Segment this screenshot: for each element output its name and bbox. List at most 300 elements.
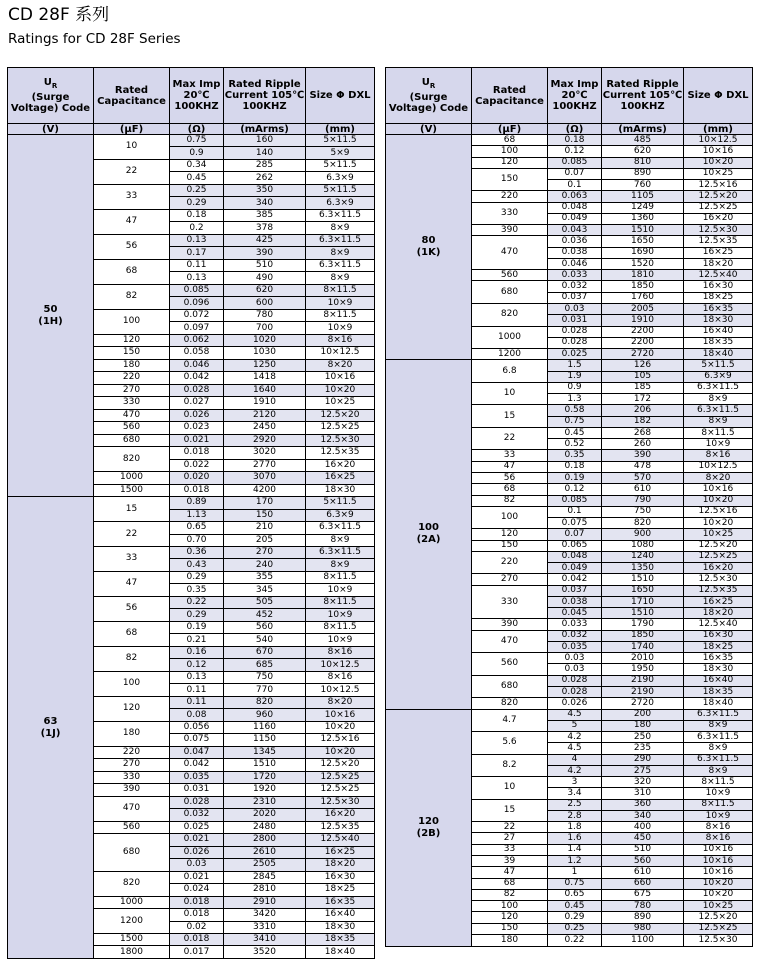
ripple-current-cell: 1640	[224, 384, 306, 396]
ripple-current-cell: 1850	[602, 630, 684, 641]
ripple-current-cell: 1720	[224, 771, 306, 783]
unit-ma: (mArms)	[602, 124, 684, 135]
ripple-current-cell: 1710	[602, 596, 684, 607]
size-cell: 10×16	[684, 484, 753, 495]
voltage-code: (1H)	[38, 315, 63, 327]
capacitance-header: Rated Capacitance	[472, 68, 548, 124]
ripple-current-cell: 1740	[602, 641, 684, 652]
size-cell: 18×20	[684, 608, 753, 619]
capacitance-cell: 680	[472, 675, 548, 698]
ripple-current-cell: 340	[602, 810, 684, 821]
ripple-current-cell: 478	[602, 461, 684, 472]
size-cell: 8×11.5	[684, 777, 753, 788]
ripple-current-cell: 2120	[224, 409, 306, 421]
impedance-cell: 0.70	[170, 534, 224, 546]
capacitance-cell: 390	[472, 619, 548, 630]
ripple-current-cell: 390	[224, 247, 306, 259]
size-cell: 10×16	[306, 372, 375, 384]
voltage-code: (2B)	[416, 827, 441, 839]
ratings-table-right-body	[386, 68, 753, 947]
ripple-current-cell: 268	[602, 427, 684, 438]
table-row	[8, 497, 375, 509]
size-cell: 16×40	[684, 675, 753, 686]
size-cell: 12.5×25	[306, 784, 375, 796]
size-cell: 10×25	[684, 529, 753, 540]
ripple-current-cell: 900	[602, 529, 684, 540]
size-cell: 8×9	[684, 416, 753, 427]
ripple-current-cell: 505	[224, 596, 306, 608]
size-cell: 12.5×25	[306, 422, 375, 434]
size-cell: 6.3×9	[306, 172, 375, 184]
ripple-current-cell: 285	[224, 159, 306, 171]
ripple-current-cell: 206	[602, 405, 684, 416]
size-cell: 10×16	[684, 867, 753, 878]
size-cell: 8×11.5	[306, 621, 375, 633]
impedance-cell: 0.45	[170, 172, 224, 184]
impedance-cell: 0.25	[548, 923, 602, 934]
ur-description: (Surge Voltage) Code	[10, 92, 91, 114]
impedance-cell: 0.12	[548, 146, 602, 157]
impedance-cell: 3.4	[548, 788, 602, 799]
size-cell: 10×9	[306, 584, 375, 596]
capacitance-cell: 47	[94, 571, 170, 596]
size-cell: 12.5×40	[684, 619, 753, 630]
ripple-current-cell: 140	[224, 147, 306, 159]
capacitance-cell: 220	[472, 551, 548, 574]
ripple-current-cell: 345	[224, 584, 306, 596]
impedance-cell: 0.026	[548, 698, 602, 709]
capacitance-cell: 270	[94, 759, 170, 771]
ripple-current-cell: 1850	[602, 281, 684, 292]
impedance-cell: 0.085	[548, 495, 602, 506]
impedance-cell: 0.02	[170, 921, 224, 933]
capacitance-cell: 330	[94, 771, 170, 783]
capacitance-cell: 47	[94, 209, 170, 234]
ratings-table-left-body	[8, 68, 375, 959]
size-cell: 8×20	[306, 696, 375, 708]
impedance-cell: 4.2	[548, 765, 602, 776]
ripple-current-cell: 310	[602, 788, 684, 799]
ripple-current-cell: 2020	[224, 809, 306, 821]
size-cell: 6.3×11.5	[306, 259, 375, 271]
size-cell: 16×20	[306, 459, 375, 471]
impedance-cell: 0.36	[170, 546, 224, 558]
ripple-current-cell: 150	[224, 509, 306, 521]
ripple-current-cell: 2450	[224, 422, 306, 434]
capacitance-cell: 56	[472, 472, 548, 483]
capacitance-cell: 10	[94, 135, 170, 160]
impedance-cell: 0.43	[170, 559, 224, 571]
ripple-current-cell: 3020	[224, 447, 306, 459]
capacitance-cell: 820	[94, 447, 170, 472]
ripple-current-cell: 2720	[602, 349, 684, 360]
capacitance-cell: 68	[472, 135, 548, 146]
ripple-current-cell: 275	[602, 765, 684, 776]
size-cell: 8×16	[684, 833, 753, 844]
ripple-current-cell: 1520	[602, 258, 684, 269]
impedance-cell: 0.65	[548, 889, 602, 900]
size-cell: 16×25	[306, 846, 375, 858]
size-cell: 12.5×20	[684, 912, 753, 923]
impedance-cell: 0.037	[548, 292, 602, 303]
ripple-current-cell: 3410	[224, 934, 306, 946]
capacitance-cell: 330	[472, 585, 548, 619]
ripple-current-cell: 1910	[602, 315, 684, 326]
voltage-code: (1K)	[416, 247, 441, 259]
size-cell: 10×20	[684, 157, 753, 168]
impedance-cell: 0.017	[170, 946, 224, 959]
size-cell: 10×25	[684, 168, 753, 179]
ripple-current-cell: 425	[224, 234, 306, 246]
ur-description: (Surge Voltage) Code	[388, 92, 469, 114]
size-cell: 8×11.5	[306, 284, 375, 296]
impedance-cell: 0.12	[548, 484, 602, 495]
ripple-current-cell: 560	[602, 856, 684, 867]
impedance-cell: 0.042	[170, 372, 224, 384]
capacitance-cell: 470	[94, 409, 170, 421]
size-cell: 16×35	[684, 303, 753, 314]
ripple-current-cell: 385	[224, 209, 306, 221]
size-cell: 16×20	[684, 563, 753, 574]
size-cell: 12.5×30	[684, 225, 753, 236]
size-cell: 8×11.5	[684, 427, 753, 438]
impedance-cell: 0.033	[548, 619, 602, 630]
ripple-current-cell: 2190	[602, 675, 684, 686]
size-cell: 12.5×25	[306, 771, 375, 783]
impedance-cell: 0.049	[548, 563, 602, 574]
capacitance-cell: 15	[94, 497, 170, 522]
ripple-current-cell: 1920	[224, 784, 306, 796]
ripple-current-cell: 510	[224, 259, 306, 271]
voltage-group-cell	[8, 135, 94, 497]
capacitance-cell: 120	[472, 529, 548, 540]
impedance-cell: 0.22	[548, 934, 602, 946]
size-cell: 18×20	[306, 859, 375, 871]
size-cell: 16×20	[684, 213, 753, 224]
ripple-current-cell: 540	[224, 634, 306, 646]
voltage-group-cell	[386, 709, 472, 946]
size-cell: 8×9	[306, 534, 375, 546]
size-cell: 10×12.5	[684, 461, 753, 472]
ripple-current-cell: 1105	[602, 191, 684, 202]
ripple-current-cell: 390	[602, 450, 684, 461]
impedance-cell: 0.13	[170, 272, 224, 284]
capacitance-cell: 270	[472, 574, 548, 585]
ripple-current-cell: 1510	[602, 574, 684, 585]
ripple-current-cell: 2190	[602, 687, 684, 698]
size-cell: 18×40	[306, 946, 375, 959]
size-cell: 5×9	[306, 147, 375, 159]
impedance-cell: 0.2	[170, 222, 224, 234]
size-cell: 18×30	[306, 484, 375, 496]
ripple-current-cell: 1360	[602, 213, 684, 224]
size-cell: 12.5×40	[306, 834, 375, 846]
capacitance-cell: 220	[472, 191, 548, 202]
capacitance-cell: 120	[94, 334, 170, 346]
impedance-cell: 2.5	[548, 799, 602, 810]
ripple-current-cell: 1418	[224, 372, 306, 384]
voltage-value: 100	[418, 522, 439, 534]
size-cell: 8×9	[306, 272, 375, 284]
size-cell: 10×20	[306, 746, 375, 758]
ripple-current-cell: 1950	[602, 664, 684, 675]
ripple-current-cell: 2010	[602, 653, 684, 664]
impedance-cell: 0.058	[170, 347, 224, 359]
ripple-current-cell: 1510	[602, 608, 684, 619]
ripple-current-cell: 1020	[224, 334, 306, 346]
size-cell: 18×30	[306, 921, 375, 933]
capacitance-cell: 470	[472, 236, 548, 270]
impedance-cell: 0.21	[170, 634, 224, 646]
capacitance-cell: 560	[94, 821, 170, 833]
capacitance-cell: 22	[94, 159, 170, 184]
ripple-current-cell: 205	[224, 534, 306, 546]
ripple-current-cell: 2480	[224, 821, 306, 833]
size-cell: 6.3×11.5	[684, 754, 753, 765]
impedance-cell: 0.021	[170, 434, 224, 446]
ripple-current-cell: 2505	[224, 859, 306, 871]
ripple-current-cell: 2920	[224, 434, 306, 446]
size-cell: 10×9	[684, 788, 753, 799]
capacitance-cell: 820	[94, 871, 170, 896]
ur-header	[386, 68, 472, 124]
impedance-cell: 0.075	[548, 518, 602, 529]
ripple-current-cell: 890	[602, 168, 684, 179]
ripple-current-cell: 2200	[602, 337, 684, 348]
unit-row	[386, 124, 753, 135]
size-cell: 8×11.5	[306, 309, 375, 321]
impedance-cell: 0.18	[170, 209, 224, 221]
size-cell: 5×11.5	[306, 159, 375, 171]
impedance-cell: 0.29	[170, 571, 224, 583]
capacitance-cell: 100	[472, 506, 548, 529]
ripple-current-cell: 1350	[602, 563, 684, 574]
capacitance-cell: 33	[94, 546, 170, 571]
size-cell: 18×25	[306, 884, 375, 896]
ripple-current-cell: 1100	[602, 934, 684, 946]
ur-subscript: R	[429, 82, 436, 90]
ripple-current-cell: 780	[224, 309, 306, 321]
table-row	[386, 360, 753, 371]
capacitance-cell: 680	[94, 434, 170, 446]
capacitance-cell: 1500	[94, 484, 170, 496]
impedance-cell: 0.072	[170, 309, 224, 321]
impedance-cell: 0.028	[548, 337, 602, 348]
impedance-cell: 0.031	[170, 784, 224, 796]
impedance-cell: 1.13	[170, 509, 224, 521]
capacitance-cell: 39	[472, 856, 548, 867]
ripple-current-cell: 820	[602, 518, 684, 529]
capacitance-cell: 68	[472, 484, 548, 495]
size-cell: 12.5×20	[684, 191, 753, 202]
ripple-current-cell: 1760	[602, 292, 684, 303]
impedance-cell: 0.032	[170, 809, 224, 821]
size-header: Size Φ DXL	[684, 68, 753, 124]
size-cell: 8×11.5	[306, 596, 375, 608]
impedance-cell: 0.25	[170, 184, 224, 196]
impedance-cell: 0.021	[170, 871, 224, 883]
size-cell: 10×20	[684, 495, 753, 506]
size-cell: 10×9	[684, 439, 753, 450]
impedance-cell: 0.043	[548, 225, 602, 236]
size-cell: 8×20	[306, 359, 375, 371]
capacitance-cell: 22	[472, 427, 548, 450]
size-cell: 8×16	[684, 450, 753, 461]
ripple-current-cell: 262	[224, 172, 306, 184]
impedance-cell: 0.028	[170, 384, 224, 396]
ripple-current-cell: 2770	[224, 459, 306, 471]
size-cell: 18×40	[684, 698, 753, 709]
size-cell: 12.5×30	[306, 796, 375, 808]
ripple-current-cell: 490	[224, 272, 306, 284]
ripple-current-cell: 355	[224, 571, 306, 583]
size-cell: 12.5×16	[684, 180, 753, 191]
size-cell: 8×16	[684, 822, 753, 833]
impedance-cell: 0.048	[548, 551, 602, 562]
ripple-current-cell: 1030	[224, 347, 306, 359]
ripple-current-cell: 750	[224, 671, 306, 683]
capacitance-cell: 33	[472, 844, 548, 855]
size-cell: 10×9	[306, 634, 375, 646]
size-cell: 6.3×11.5	[684, 732, 753, 743]
capacitance-header: Rated Capacitance	[94, 68, 170, 124]
impedance-cell: 0.018	[170, 934, 224, 946]
ripple-current-cell: 1810	[602, 270, 684, 281]
ripple-current-cell: 2720	[602, 698, 684, 709]
impedance-cell: 0.056	[170, 721, 224, 733]
impedance-cell: 0.042	[548, 574, 602, 585]
capacitance-cell: 47	[472, 461, 548, 472]
capacitance-cell: 560	[472, 653, 548, 676]
capacitance-cell: 10	[472, 382, 548, 405]
impedance-cell: 0.1	[548, 506, 602, 517]
impedance-cell: 0.29	[548, 912, 602, 923]
ripple-current-cell: 750	[602, 506, 684, 517]
impedance-cell: 0.018	[170, 909, 224, 921]
capacitance-cell: 6.8	[472, 360, 548, 383]
unit-ma: (mArms)	[224, 124, 306, 135]
size-cell: 5×11.5	[306, 135, 375, 147]
page-subtitle: Ratings for CD 28F Series	[8, 31, 181, 47]
capacitance-cell: 120	[472, 912, 548, 923]
ur-header	[8, 68, 94, 124]
ripple-current-cell: 770	[224, 684, 306, 696]
page-title: CD 28F 系列	[8, 5, 110, 25]
impedance-cell: 4	[548, 754, 602, 765]
ripple-current-cell: 2800	[224, 834, 306, 846]
capacitance-cell: 150	[472, 923, 548, 934]
size-cell: 8×9	[306, 559, 375, 571]
ripple-current-cell: 1690	[602, 247, 684, 258]
ur-subscript: R	[51, 82, 58, 90]
impedance-cell: 0.13	[170, 671, 224, 683]
ripple-current-cell: 980	[602, 923, 684, 934]
capacitance-cell: 82	[472, 889, 548, 900]
impedance-cell: 1.2	[548, 856, 602, 867]
size-cell: 16×25	[306, 472, 375, 484]
ripple-current-cell: 182	[602, 416, 684, 427]
table-row	[8, 135, 375, 147]
size-cell: 16×30	[306, 871, 375, 883]
impedance-cell: 0.52	[548, 439, 602, 450]
impedance-cell: 0.12	[170, 659, 224, 671]
capacitance-cell: 180	[94, 721, 170, 746]
size-cell: 10×12.5	[306, 684, 375, 696]
impedance-cell: 0.34	[170, 159, 224, 171]
ripple-current-cell: 1150	[224, 734, 306, 746]
size-cell: 10×9	[306, 322, 375, 334]
impedance-cell: 1	[548, 867, 602, 878]
ripple-current-cell: 210	[224, 522, 306, 534]
impedance-cell: 0.062	[170, 334, 224, 346]
voltage-value: 50	[43, 303, 58, 315]
size-cell: 8×16	[306, 334, 375, 346]
size-cell: 5×11.5	[684, 360, 753, 371]
ripple-current-cell: 1790	[602, 619, 684, 630]
capacitance-cell: 330	[472, 202, 548, 225]
impedance-cell: 0.11	[170, 259, 224, 271]
capacitance-cell: 820	[472, 303, 548, 326]
impedance-cell: 0.028	[548, 675, 602, 686]
size-cell: 10×20	[684, 889, 753, 900]
ripple-current-cell: 780	[602, 901, 684, 912]
impedance-cell: 0.19	[170, 621, 224, 633]
size-cell: 10×20	[684, 518, 753, 529]
ripple-current-cell: 2845	[224, 871, 306, 883]
capacitance-cell: 560	[94, 422, 170, 434]
ripple-current-cell: 4200	[224, 484, 306, 496]
ratings-table-right	[385, 67, 753, 947]
size-cell: 10×20	[306, 384, 375, 396]
size-cell: 16×40	[684, 326, 753, 337]
impedance-cell: 0.048	[548, 202, 602, 213]
capacitance-cell: 1200	[94, 909, 170, 934]
capacitance-cell: 120	[94, 696, 170, 721]
size-cell: 8×11.5	[684, 799, 753, 810]
size-cell: 8×9	[306, 222, 375, 234]
capacitance-cell: 1000	[94, 896, 170, 908]
capacitance-cell: 4.7	[472, 709, 548, 732]
ripple-current-cell: 600	[224, 297, 306, 309]
ripple-current-cell: 452	[224, 609, 306, 621]
size-cell: 18×25	[684, 641, 753, 652]
size-cell: 12.5×16	[306, 734, 375, 746]
capacitance-cell: 1200	[472, 349, 548, 360]
impedance-cell: 0.027	[170, 397, 224, 409]
ratings-table-left	[7, 67, 375, 959]
size-cell: 6.3×11.5	[306, 209, 375, 221]
ripple-current-cell: 240	[224, 559, 306, 571]
capacitance-cell: 100	[472, 146, 548, 157]
impedance-cell: 0.025	[548, 349, 602, 360]
impedance-cell: 0.063	[548, 191, 602, 202]
impedance-cell: 0.03	[548, 653, 602, 664]
size-cell: 12.5×30	[306, 434, 375, 446]
impedance-header: Max Imp 20℃ 100KHZ	[548, 68, 602, 124]
capacitance-cell: 680	[94, 834, 170, 871]
size-cell: 16×35	[684, 653, 753, 664]
capacitance-cell: 1500	[94, 934, 170, 946]
capacitance-cell: 100	[94, 671, 170, 696]
capacitance-cell: 1000	[472, 326, 548, 349]
ripple-current-cell: 1510	[602, 225, 684, 236]
impedance-cell: 0.07	[548, 168, 602, 179]
impedance-cell: 0.065	[548, 540, 602, 551]
voltage-group-cell	[386, 360, 472, 709]
size-cell: 8×9	[684, 765, 753, 776]
size-cell: 10×16	[306, 709, 375, 721]
impedance-cell: 0.75	[170, 135, 224, 147]
